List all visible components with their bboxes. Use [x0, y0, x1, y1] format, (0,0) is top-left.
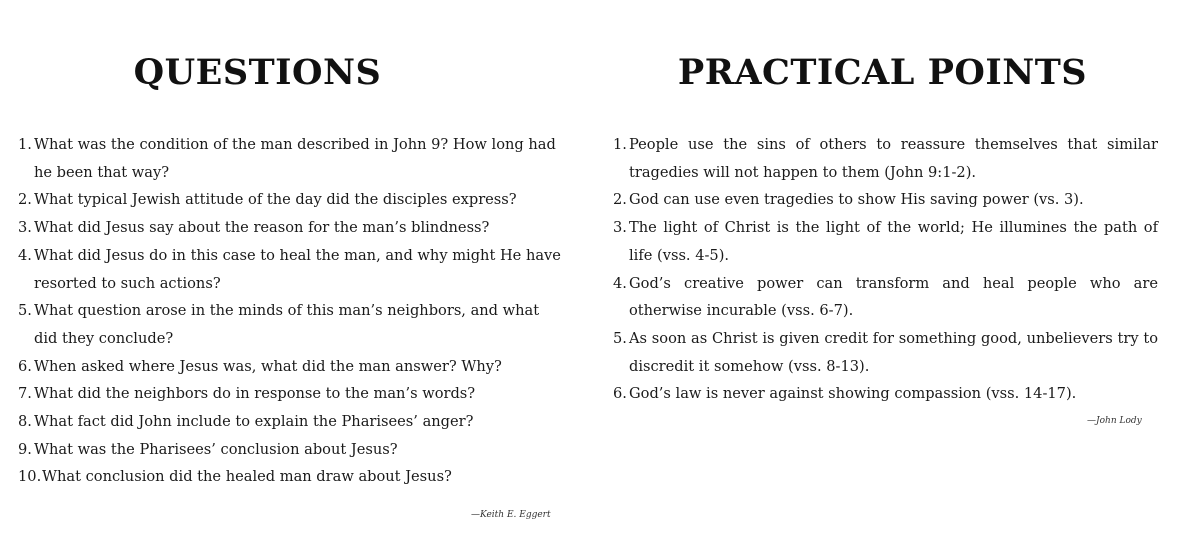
point-text: The light of Christ is the light of the world; He illumines the path of life (vss. 4-5). — [629, 219, 1158, 264]
question-item — [18, 297, 563, 352]
questions-heading: QUESTIONS — [133, 52, 382, 93]
question-number: 5. — [18, 302, 32, 320]
question-number: 9. — [18, 440, 32, 458]
point-number: 4. — [613, 274, 627, 292]
point-item — [613, 325, 1158, 380]
questions-list — [18, 131, 563, 491]
point-text: God’s creative power can transform and heal people who are otherwise incurable (vss. 6-7). — [629, 274, 1158, 320]
point-number: 3. — [613, 219, 627, 237]
question-item — [18, 463, 563, 491]
point-item — [613, 214, 1158, 269]
question-text: What was the Pharisees’ conclusion about Jesus? — [34, 440, 398, 458]
practical-points-heading: PRACTICAL POINTS — [677, 52, 1088, 93]
practical-points-byline: —John Lody — [1087, 416, 1142, 426]
point-text: As soon as Christ is given credit for something good, unbelievers try to discredit it somehow (vss. 8-13). — [629, 329, 1158, 375]
question-number: 8. — [18, 413, 32, 431]
point-item — [613, 186, 1158, 214]
question-item — [18, 242, 563, 297]
practical-points-list — [613, 131, 1158, 408]
question-number: 6. — [18, 357, 32, 375]
question-item — [18, 436, 563, 464]
point-item — [613, 270, 1158, 325]
point-item — [613, 380, 1158, 408]
question-item — [18, 214, 563, 242]
question-number: 4. — [18, 246, 32, 264]
question-text: What did the neighbors do in response to the man’s words? — [34, 385, 476, 403]
point-number: 2. — [613, 191, 627, 209]
question-text: What question arose in the minds of this man’s neighbors, and what did they conclude? — [34, 302, 540, 347]
question-text: What did Jesus say about the reason for the man’s blindness? — [34, 219, 490, 237]
question-text: What did Jesus do in this case to heal the man, and why might He have resorted to such actions? — [34, 246, 561, 292]
point-number: 1. — [613, 136, 627, 153]
question-text: What typical Jewish attitude of the day did the disciples express? — [34, 191, 517, 209]
question-text: What was the condition of the man described in John 9? How long had he been that way? — [34, 136, 556, 181]
question-number: 3. — [18, 219, 32, 237]
questions-byline: —Keith E. Eggert — [471, 510, 551, 520]
question-text: What conclusion did the healed man draw about Jesus? — [42, 468, 452, 486]
question-number: 7. — [18, 385, 32, 403]
question-number: 10. — [18, 468, 42, 486]
question-item — [18, 186, 563, 214]
point-number: 6. — [613, 385, 627, 403]
point-text: People use the sins of others to reassure themselves that similar tragedies will not happen to them (John 9:1-2). — [629, 136, 1158, 181]
point-text: God can use even tragedies to show His saving power (vs. 3). — [629, 191, 1084, 209]
question-item — [18, 353, 563, 381]
question-item — [18, 380, 563, 408]
question-number: 1. — [18, 136, 32, 153]
question-text: When asked where Jesus was, what did the man answer? Why? — [34, 357, 502, 375]
point-number: 5. — [613, 329, 627, 347]
point-text: God’s law is never against showing compassion (vss. 14-17). — [629, 385, 1077, 403]
question-item — [18, 131, 563, 186]
question-number: 2. — [18, 191, 32, 209]
question-item — [18, 408, 563, 436]
question-text: What fact did John include to explain the Pharisees’ anger? — [34, 413, 474, 431]
point-item — [613, 131, 1158, 186]
